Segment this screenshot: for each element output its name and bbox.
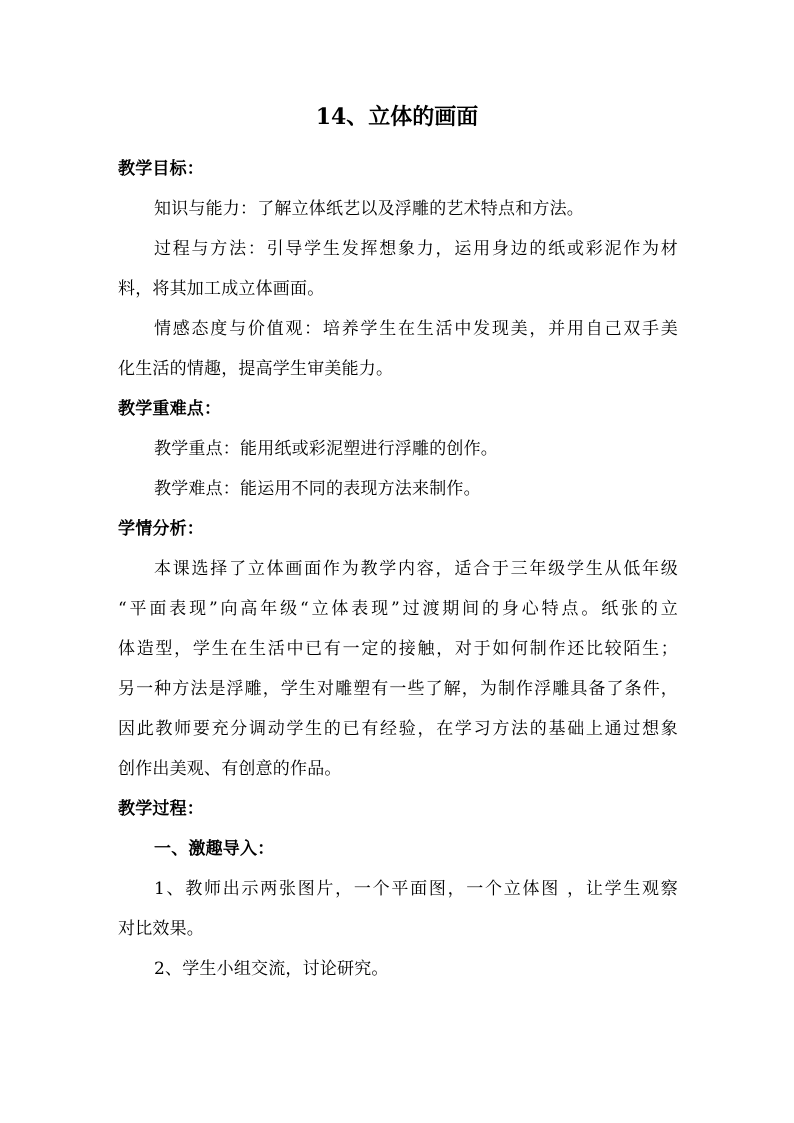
section-heading-process: 教学过程： (118, 799, 204, 819)
process-step1-line2: 对比效果。 (118, 919, 204, 939)
paragraph-knowledge-ability: 知识与能力：了解立体纸艺以及浮雕的艺术特点和方法。 (154, 199, 584, 219)
page-title: 14、立体的画面 (315, 104, 479, 130)
analysis-line-6: 创作出美观、有创意的作品。 (118, 759, 342, 779)
paragraph-emotion-values-line2: 化生活的情趣，提高学生审美能力。 (118, 359, 394, 379)
analysis-line-4: 另一种方法是浮雕，学生对雕塑有一些了解，为制作浮雕具备了条件， (118, 679, 678, 699)
document-body (118, 149, 678, 989)
section-heading-key-points: 教学重难点： (118, 399, 222, 419)
paragraph-difficult-point: 教学难点：能运用不同的表现方法来制作。 (154, 479, 481, 499)
analysis-line-3: 体造型，学生在生活中已有一定的接触，对于如何制作还比较陌生； (118, 639, 678, 659)
section-heading-goals: 教学目标： (118, 159, 204, 179)
paragraph-process-method-line1: 过程与方法：引导学生发挥想象力，运用身边的纸或彩泥作为材 (154, 239, 678, 259)
analysis-line-5: 因此教师要充分调动学生的已有经验，在学习方法的基础上通过想象 (118, 719, 678, 739)
analysis-line-1: 本课选择了立体画面作为教学内容，适合于三年级学生从低年级 (154, 559, 678, 579)
process-step1-line1: 1、教师出示两张图片，一个平面图，一个立体图 ，让学生观察 (154, 879, 678, 899)
paragraph-emotion-values-line1: 情感态度与价值观：培养学生在生活中发现美，并用自己双手美 (154, 319, 678, 339)
subheading-intro: 一、激趣导入： (154, 839, 275, 859)
section-heading-analysis: 学情分析： (118, 519, 204, 539)
paragraph-key-point: 教学重点：能用纸或彩泥塑进行浮雕的创作。 (154, 439, 498, 459)
process-step2: 2、学生小组交流，讨论研究。 (154, 959, 389, 979)
analysis-line-2: “平面表现”向高年级“立体表现”过渡期间的身心特点。纸张的立 (118, 599, 678, 619)
paragraph-process-method-line2: 料，将其加工成立体画面。 (118, 279, 325, 299)
